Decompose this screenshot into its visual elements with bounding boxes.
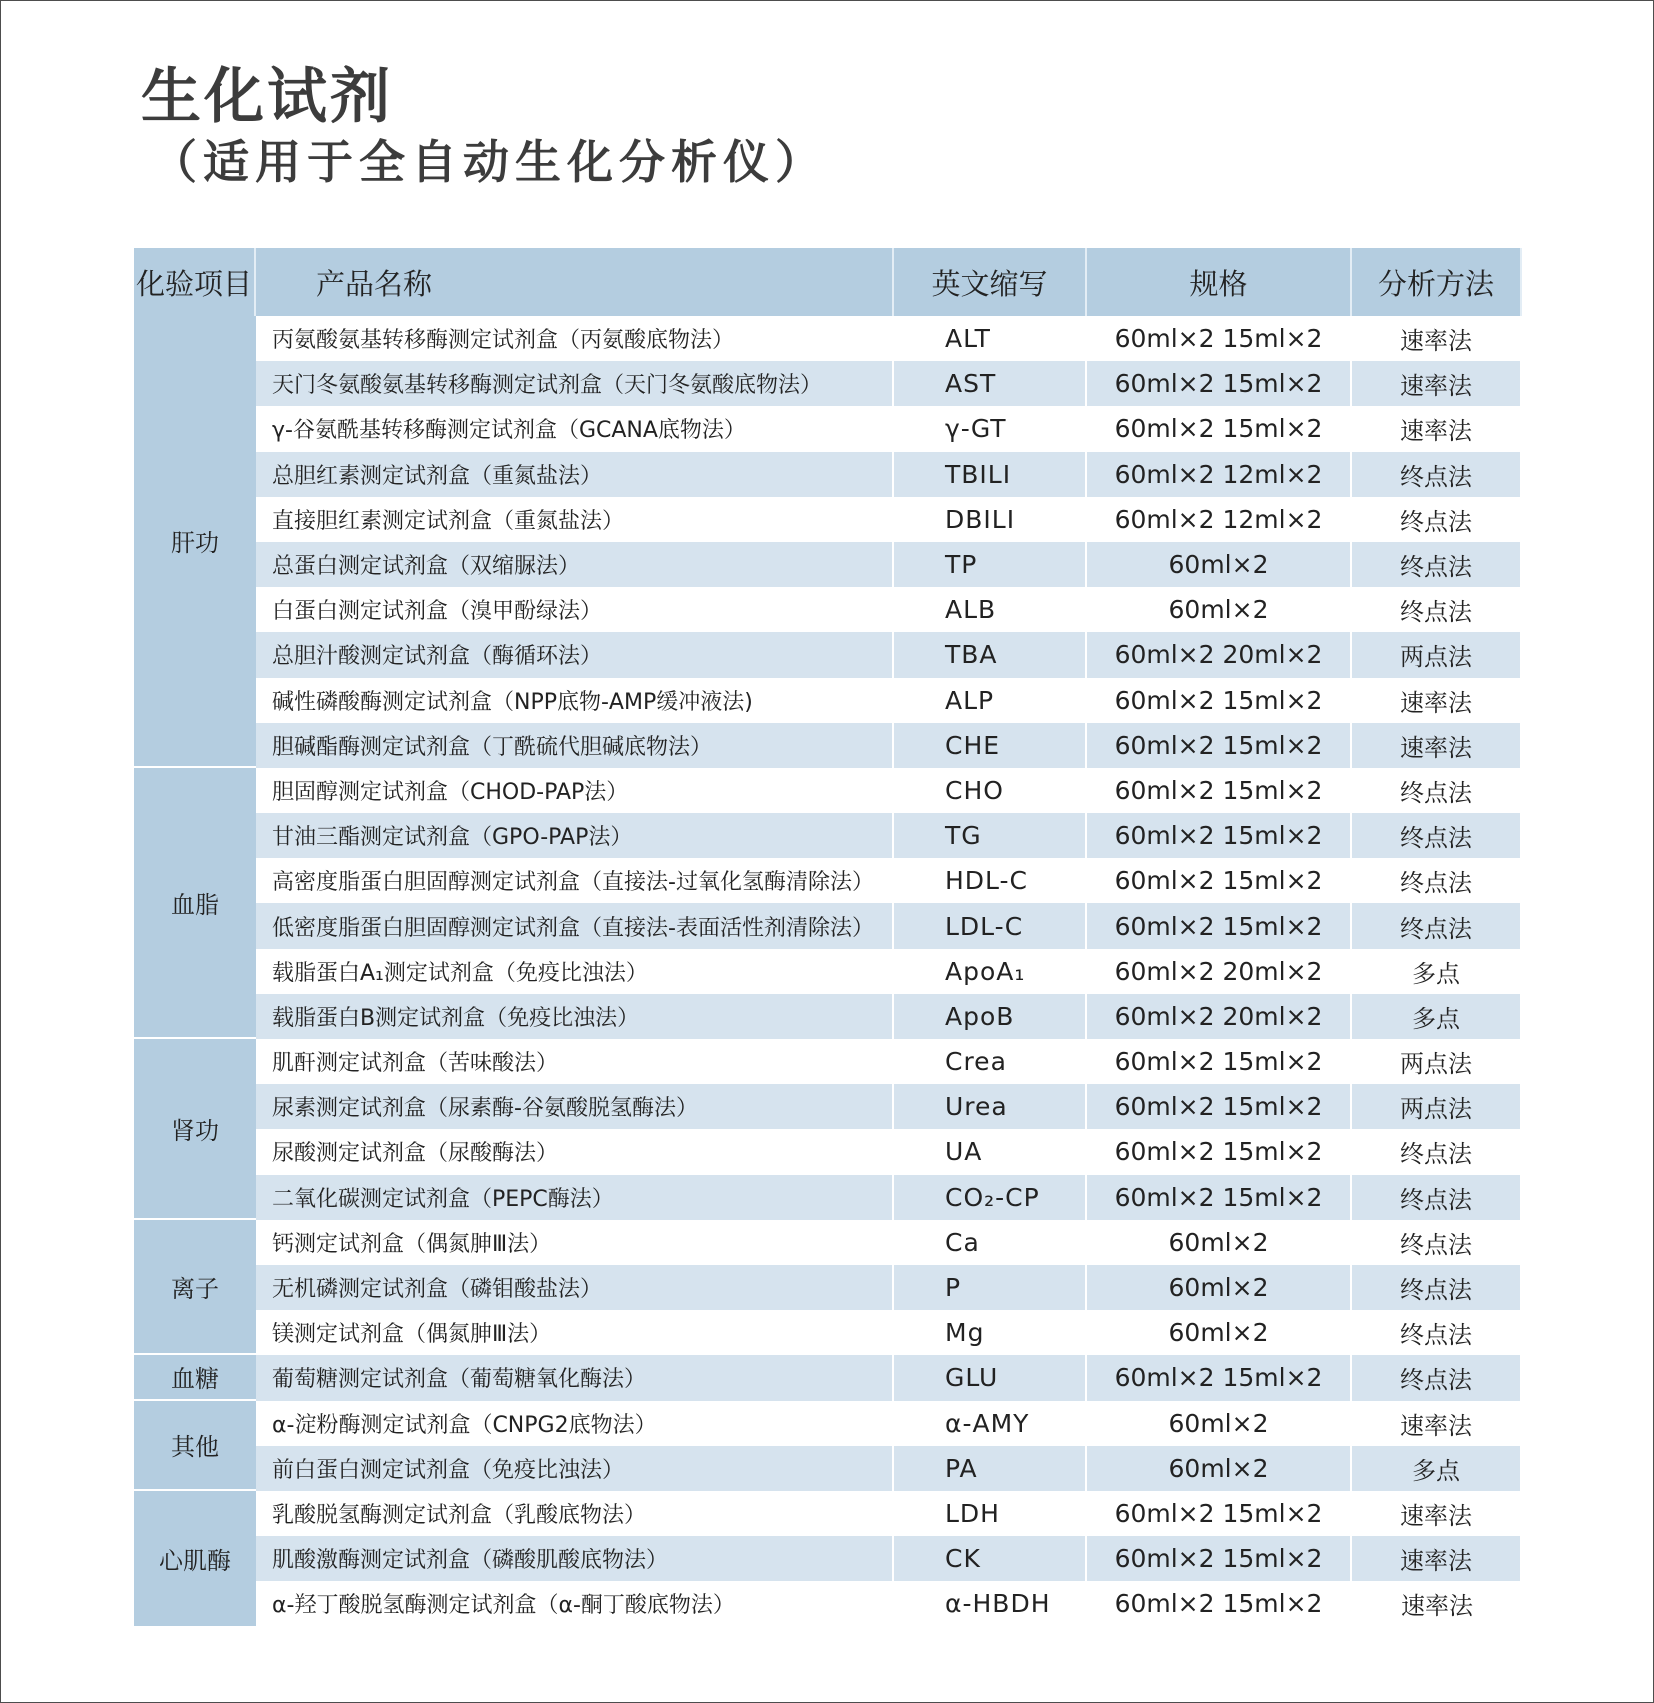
product-name-cell: α-淀粉酶测定试剂盒（CNPG2底物法） xyxy=(256,1401,894,1446)
abbreviation-cell: HDL-C xyxy=(894,858,1087,903)
spec-cell: 60ml×2 xyxy=(1087,542,1352,587)
header-spec: 规格 xyxy=(1087,248,1352,316)
product-name-cell: 天门冬氨酸氨基转移酶测定试剂盒（天门冬氨酸底物法） xyxy=(256,361,894,406)
method-cell: 速率法 xyxy=(1352,1491,1522,1536)
spec-cell: 60ml×2 15ml×2 xyxy=(1087,406,1352,451)
method-cell: 终点法 xyxy=(1352,452,1522,497)
product-name-cell: 载脂蛋白A₁测定试剂盒（免疫比浊法） xyxy=(256,949,894,994)
spec-cell: 60ml×2 12ml×2 xyxy=(1087,452,1352,497)
abbreviation-cell: LDL-C xyxy=(894,903,1087,948)
page-title: 生化试剂 xyxy=(141,62,393,132)
abbreviation-cell: CO₂-CP xyxy=(894,1175,1087,1220)
product-name-cell: 无机磷测定试剂盒（磷钼酸盐法） xyxy=(256,1265,894,1310)
abbreviation-cell: α-HBDH xyxy=(894,1581,1087,1626)
product-name-cell: 肌酐测定试剂盒（苦味酸法） xyxy=(256,1039,894,1084)
product-name-cell: 钙测定试剂盒（偶氮胂Ⅲ法） xyxy=(256,1220,894,1265)
header-method: 分析方法 xyxy=(1352,248,1522,316)
method-cell: 终点法 xyxy=(1352,903,1522,948)
spec-cell: 60ml×2 15ml×2 xyxy=(1087,723,1352,768)
method-cell: 速率法 xyxy=(1352,678,1522,723)
method-cell: 速率法 xyxy=(1352,723,1522,768)
abbreviation-cell: ALT xyxy=(894,316,1087,361)
abbreviation-cell: CK xyxy=(894,1536,1087,1581)
category-cell: 肝功 xyxy=(134,316,256,768)
category-cell: 离子 xyxy=(134,1220,256,1356)
method-cell: 多点 xyxy=(1352,994,1522,1039)
abbreviation-cell: LDH xyxy=(894,1491,1087,1536)
abbreviation-cell: TG xyxy=(894,813,1087,858)
abbreviation-cell: UA xyxy=(894,1129,1087,1174)
abbreviation-cell: CHO xyxy=(894,768,1087,813)
product-name-cell: 镁测定试剂盒（偶氮胂Ⅲ法） xyxy=(256,1310,894,1355)
reagent-table xyxy=(134,248,1522,1626)
category-cell: 心肌酶 xyxy=(134,1491,256,1627)
method-cell: 两点法 xyxy=(1352,1039,1522,1084)
spec-cell: 60ml×2 15ml×2 xyxy=(1087,1084,1352,1129)
spec-cell: 60ml×2 15ml×2 xyxy=(1087,1129,1352,1174)
method-cell: 终点法 xyxy=(1352,1220,1522,1265)
method-cell: 速率法 xyxy=(1352,361,1522,406)
spec-cell: 60ml×2 15ml×2 xyxy=(1087,678,1352,723)
spec-cell: 60ml×2 15ml×2 xyxy=(1087,768,1352,813)
spec-cell: 60ml×2 20ml×2 xyxy=(1087,994,1352,1039)
product-name-cell: 碱性磷酸酶测定试剂盒（NPP底物-AMP缓冲液法) xyxy=(256,678,894,723)
abbreviation-cell: GLU xyxy=(894,1355,1087,1400)
product-name-cell: 直接胆红素测定试剂盒（重氮盐法） xyxy=(256,497,894,542)
product-name-cell: 总胆汁酸测定试剂盒（酶循环法） xyxy=(256,632,894,677)
abbreviation-cell: α-AMY xyxy=(894,1401,1087,1446)
spec-cell: 60ml×2 15ml×2 xyxy=(1087,1536,1352,1581)
abbreviation-cell: Urea xyxy=(894,1084,1087,1129)
product-name-cell: 尿素测定试剂盒（尿素酶-谷氨酸脱氢酶法） xyxy=(256,1084,894,1129)
method-cell: 终点法 xyxy=(1352,1310,1522,1355)
method-cell: 终点法 xyxy=(1352,1129,1522,1174)
spec-cell: 60ml×2 xyxy=(1087,1220,1352,1265)
product-name-cell: 胆碱酯酶测定试剂盒（丁酰硫代胆碱底物法） xyxy=(256,723,894,768)
method-cell: 终点法 xyxy=(1352,858,1522,903)
product-name-cell: 甘油三酯测定试剂盒（GPO-PAP法） xyxy=(256,813,894,858)
abbreviation-cell: Mg xyxy=(894,1310,1087,1355)
spec-cell: 60ml×2 xyxy=(1087,1310,1352,1355)
abbreviation-cell: ApoA₁ xyxy=(894,949,1087,994)
abbreviation-cell: PA xyxy=(894,1446,1087,1491)
method-cell: 终点法 xyxy=(1352,497,1522,542)
abbreviation-cell: ALB xyxy=(894,587,1087,632)
category-cell: 其他 xyxy=(134,1401,256,1491)
method-cell: 终点法 xyxy=(1352,1175,1522,1220)
spec-cell: 60ml×2 15ml×2 xyxy=(1087,316,1352,361)
method-cell: 终点法 xyxy=(1352,1265,1522,1310)
category-cell: 肾功 xyxy=(134,1039,256,1220)
spec-cell: 60ml×2 15ml×2 xyxy=(1087,1581,1352,1626)
spec-cell: 60ml×2 20ml×2 xyxy=(1087,632,1352,677)
product-name-cell: 二氧化碳测定试剂盒（PEPC酶法） xyxy=(256,1175,894,1220)
abbreviation-cell: Crea xyxy=(894,1039,1087,1084)
header-category: 化验项目 xyxy=(134,248,256,316)
method-cell: 两点法 xyxy=(1352,632,1522,677)
product-name-cell: 高密度脂蛋白胆固醇测定试剂盒（直接法-过氧化氢酶清除法） xyxy=(256,858,894,903)
spec-cell: 60ml×2 15ml×2 xyxy=(1087,1039,1352,1084)
spec-cell: 60ml×2 15ml×2 xyxy=(1087,1175,1352,1220)
abbreviation-cell: P xyxy=(894,1265,1087,1310)
spec-cell: 60ml×2 15ml×2 xyxy=(1087,813,1352,858)
product-name-cell: 尿酸测定试剂盒（尿酸酶法） xyxy=(256,1129,894,1174)
method-cell: 终点法 xyxy=(1352,542,1522,587)
abbreviation-cell: ApoB xyxy=(894,994,1087,1039)
abbreviation-cell: γ-GT xyxy=(894,406,1087,451)
spec-cell: 60ml×2 15ml×2 xyxy=(1087,1491,1352,1536)
abbreviation-cell: CHE xyxy=(894,723,1087,768)
product-name-cell: 白蛋白测定试剂盒（溴甲酚绿法） xyxy=(256,587,894,632)
abbreviation-cell: DBILI xyxy=(894,497,1087,542)
method-cell: 终点法 xyxy=(1352,587,1522,632)
spec-cell: 60ml×2 15ml×2 xyxy=(1087,1355,1352,1400)
abbreviation-cell: TBILI xyxy=(894,452,1087,497)
abbreviation-cell: TBA xyxy=(894,632,1087,677)
product-name-cell: γ-谷氨酰基转移酶测定试剂盒（GCANA底物法） xyxy=(256,406,894,451)
method-cell: 速率法 xyxy=(1352,316,1522,361)
method-cell: 终点法 xyxy=(1352,813,1522,858)
abbreviation-cell: TP xyxy=(894,542,1087,587)
spec-cell: 60ml×2 xyxy=(1087,1265,1352,1310)
spec-cell: 60ml×2 15ml×2 xyxy=(1087,903,1352,948)
abbreviation-cell: ALP xyxy=(894,678,1087,723)
method-cell: 速率法 xyxy=(1352,1401,1522,1446)
spec-cell: 60ml×2 20ml×2 xyxy=(1087,949,1352,994)
product-name-cell: 总蛋白测定试剂盒（双缩脲法） xyxy=(256,542,894,587)
product-name-cell: 肌酸激酶测定试剂盒（磷酸肌酸底物法） xyxy=(256,1536,894,1581)
method-cell: 多点 xyxy=(1352,949,1522,994)
method-cell: 两点法 xyxy=(1352,1084,1522,1129)
product-name-cell: 胆固醇测定试剂盒（CHOD-PAP法） xyxy=(256,768,894,813)
category-cell: 血糖 xyxy=(134,1355,256,1400)
product-name-cell: 总胆红素测定试剂盒（重氮盐法） xyxy=(256,452,894,497)
product-name-cell: 丙氨酸氨基转移酶测定试剂盒（丙氨酸底物法） xyxy=(256,316,894,361)
spec-cell: 60ml×2 12ml×2 xyxy=(1087,497,1352,542)
product-name-cell: 乳酸脱氢酶测定试剂盒（乳酸底物法） xyxy=(256,1491,894,1536)
header-abbr: 英文缩写 xyxy=(894,248,1087,316)
spec-cell: 60ml×2 15ml×2 xyxy=(1087,361,1352,406)
spec-cell: 60ml×2 15ml×2 xyxy=(1087,858,1352,903)
product-name-cell: 前白蛋白测定试剂盒（免疫比浊法） xyxy=(256,1446,894,1491)
product-name-cell: 载脂蛋白B测定试剂盒（免疫比浊法） xyxy=(256,994,894,1039)
header-product: 产品名称 xyxy=(256,248,894,316)
method-cell: 速率法 xyxy=(1352,1536,1522,1581)
product-name-cell: α-羟丁酸脱氢酶测定试剂盒（α-酮丁酸底物法） xyxy=(256,1581,894,1626)
method-cell: 终点法 xyxy=(1352,768,1522,813)
page-subtitle: （适用于全自动生化分析仪） xyxy=(151,135,827,189)
spec-cell: 60ml×2 xyxy=(1087,587,1352,632)
abbreviation-cell: Ca xyxy=(894,1220,1087,1265)
method-cell: 多点 xyxy=(1352,1446,1522,1491)
method-cell: 速率法 xyxy=(1352,406,1522,451)
method-cell: 终点法 xyxy=(1352,1355,1522,1400)
spec-cell: 60ml×2 xyxy=(1087,1446,1352,1491)
spec-cell: 60ml×2 xyxy=(1087,1401,1352,1446)
product-name-cell: 低密度脂蛋白胆固醇测定试剂盒（直接法-表面活性剂清除法） xyxy=(256,903,894,948)
method-cell: 速率法 xyxy=(1401,1592,1473,1621)
abbreviation-cell: AST xyxy=(894,361,1087,406)
product-name-cell: 葡萄糖测定试剂盒（葡萄糖氧化酶法） xyxy=(256,1355,894,1400)
category-cell: 血脂 xyxy=(134,768,256,1039)
